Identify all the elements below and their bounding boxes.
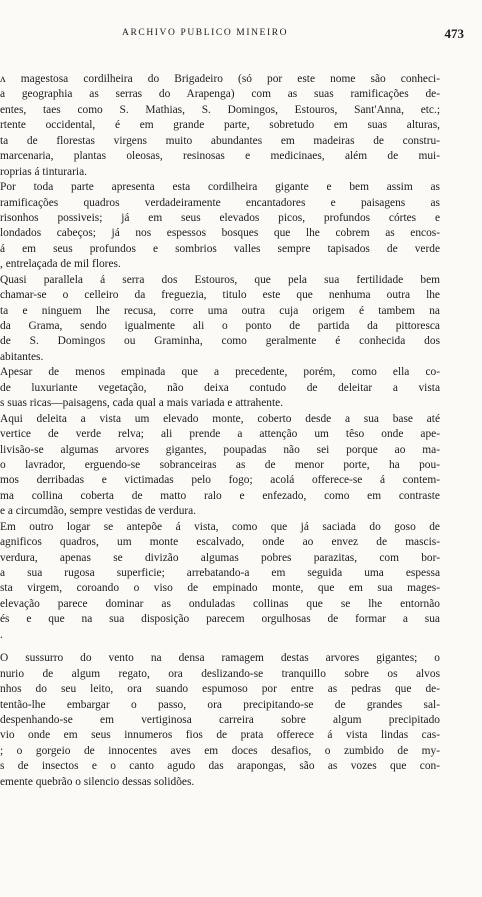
- text-line: , entrelaçada de mil flores.: [0, 258, 121, 271]
- text-line: mos derribadas e victimadas pelo fogo; acolá offerece-se á contem-: [0, 474, 440, 487]
- text-line: ta e ninguem lhe recusa, corre uma outra cuja origem é tambem na: [0, 304, 440, 317]
- text-line: verdura, apenas se divizão algumas pobres parazitas, com bor-: [0, 551, 440, 564]
- text-line: és e que na sua disposição parecem orgulhosas de formar a sua: [0, 613, 440, 626]
- page-header: [0, 26, 482, 44]
- text-line: abitantes.: [0, 350, 44, 363]
- text-line: de luxuriante vegetação, não deixa contudo de deleitar a vista: [0, 381, 440, 394]
- text-line: ma collina coberta de matto ralo e enfezado, como em contraste: [0, 489, 440, 502]
- text-line: .: [0, 628, 3, 641]
- text-line: entes, taes como S. Mathias, S. Domingos, Estouros, Sant'Anna, etc.;: [0, 103, 440, 116]
- text-line: O sussurro do vento na densa ramagem destas arvores gigantes; o: [0, 652, 440, 665]
- text-line: agnificos quadros, um monte escalvado, onde ao envez de mascis-: [0, 536, 440, 549]
- text-line: rtente occidental, é em grande parte, sobretudo em suas alturas,: [0, 119, 440, 132]
- text-line: e a circumdão, sempre vestidas de verdura.: [0, 505, 197, 518]
- body-text: [0, 72, 440, 790]
- text-line: marcenaria, plantas oleosas, resinosas e medicinaes, além de mui-: [0, 150, 440, 163]
- text-line: Por toda parte apresenta esta cordilheira gigante e bem assim as: [0, 181, 440, 194]
- text-line: elevação parece dominar as onduladas collinas que se lhe entornão: [0, 597, 440, 610]
- text-line: vertice de verde relva; ali prende a attenção um têso onde ape-: [0, 428, 440, 441]
- text-line: sta virgem, coroando o viso de empinado monte, que em sua mages-: [0, 582, 440, 595]
- running-title: ARCHIVO PUBLICO MINEIRO: [122, 28, 289, 38]
- page-number: 473: [444, 26, 464, 41]
- text-line: chamar-se o celleiro da freguezia, titulo este que nenhuma outra lhe: [0, 289, 440, 302]
- paragraph-gap: [0, 643, 440, 651]
- text-line: s suas ricas—paisagens, cada qual a mais variada e attrahente.: [0, 397, 284, 410]
- text-line: Aqui deleita a vista um elevado monte, coberto desde a sua base até: [0, 412, 440, 425]
- text-line: emente quebrão o silencio dessas solidões.: [0, 775, 195, 788]
- text-line: despenhando-se em vertiginosa carreira sobre algum precipitado: [0, 713, 440, 726]
- text-line: Em outro logar se antepõe á vista, como que já saciada do goso de: [0, 520, 440, 533]
- text-line: da Grama, sendo igualmente ali o ponto de partida da pittoresca: [0, 320, 440, 332]
- text-line: a sua rugosa superficie; arrebatando-a em seguida uma espessa: [0, 567, 440, 579]
- text-line: ramificações quadros verdadeiramente encantadores e paisagens as: [0, 196, 440, 209]
- text-line: Apesar de menos empinada que a precedente, porém, como ella co-: [0, 366, 440, 379]
- text-line: livisão-se algumas arvores gigantes, poupadas não sei porque ao ma-: [0, 443, 440, 456]
- text-line: a geographia as serras do Arapenga) com as suas ramificações de-: [0, 88, 440, 101]
- text-line: s de insectos e o canto agudo das arapongas, são as vozes que con-: [0, 760, 440, 773]
- text-line: Quasi parallela á serra dos Estouros, que pela sua fertilidade bem: [0, 273, 440, 286]
- text-line: ta de florestas virgens muito abundantes em madeiras de constru-: [0, 134, 440, 147]
- text-line: á em seus profundos e sombrios valles sempre tapisados de verde: [0, 242, 440, 255]
- text-line: ʌ magestosa cordilheira do Brigadeiro (só por este nome são conheci-: [0, 73, 440, 85]
- text-line: nhos do seu leito, ora suando espumoso por entre as pedras que de-: [0, 683, 440, 696]
- text-line: o lavrador, erguendo-se sobranceiras as de menor porte, ha pou-: [0, 458, 440, 471]
- text-line: londados cabeços; já nos espessos bosques que lhe cobrem as encos-: [0, 227, 440, 240]
- text-line: risonhos possiveis; já em seus elevados picos, profundos córtes e: [0, 211, 440, 224]
- text-line: roprias á tinturaria.: [0, 165, 87, 178]
- text-line: tentão-lhe embargar o passo, ora precipitando-se de grandes sal-: [0, 698, 440, 711]
- text-line: vio onde em seus innumeros fios de prata offerece á vista lindas cas-: [0, 729, 440, 742]
- text-line: de S. Domingos ou Graminha, como geralmente é conhecida dos: [0, 335, 440, 348]
- text-line: nurio de algum regato, ora deslizando-se tranquillo sobre os alvos: [0, 667, 440, 680]
- text-line: ; o gorgeio de innocentes aves em doces desafios, o zumbido de my-: [0, 744, 440, 757]
